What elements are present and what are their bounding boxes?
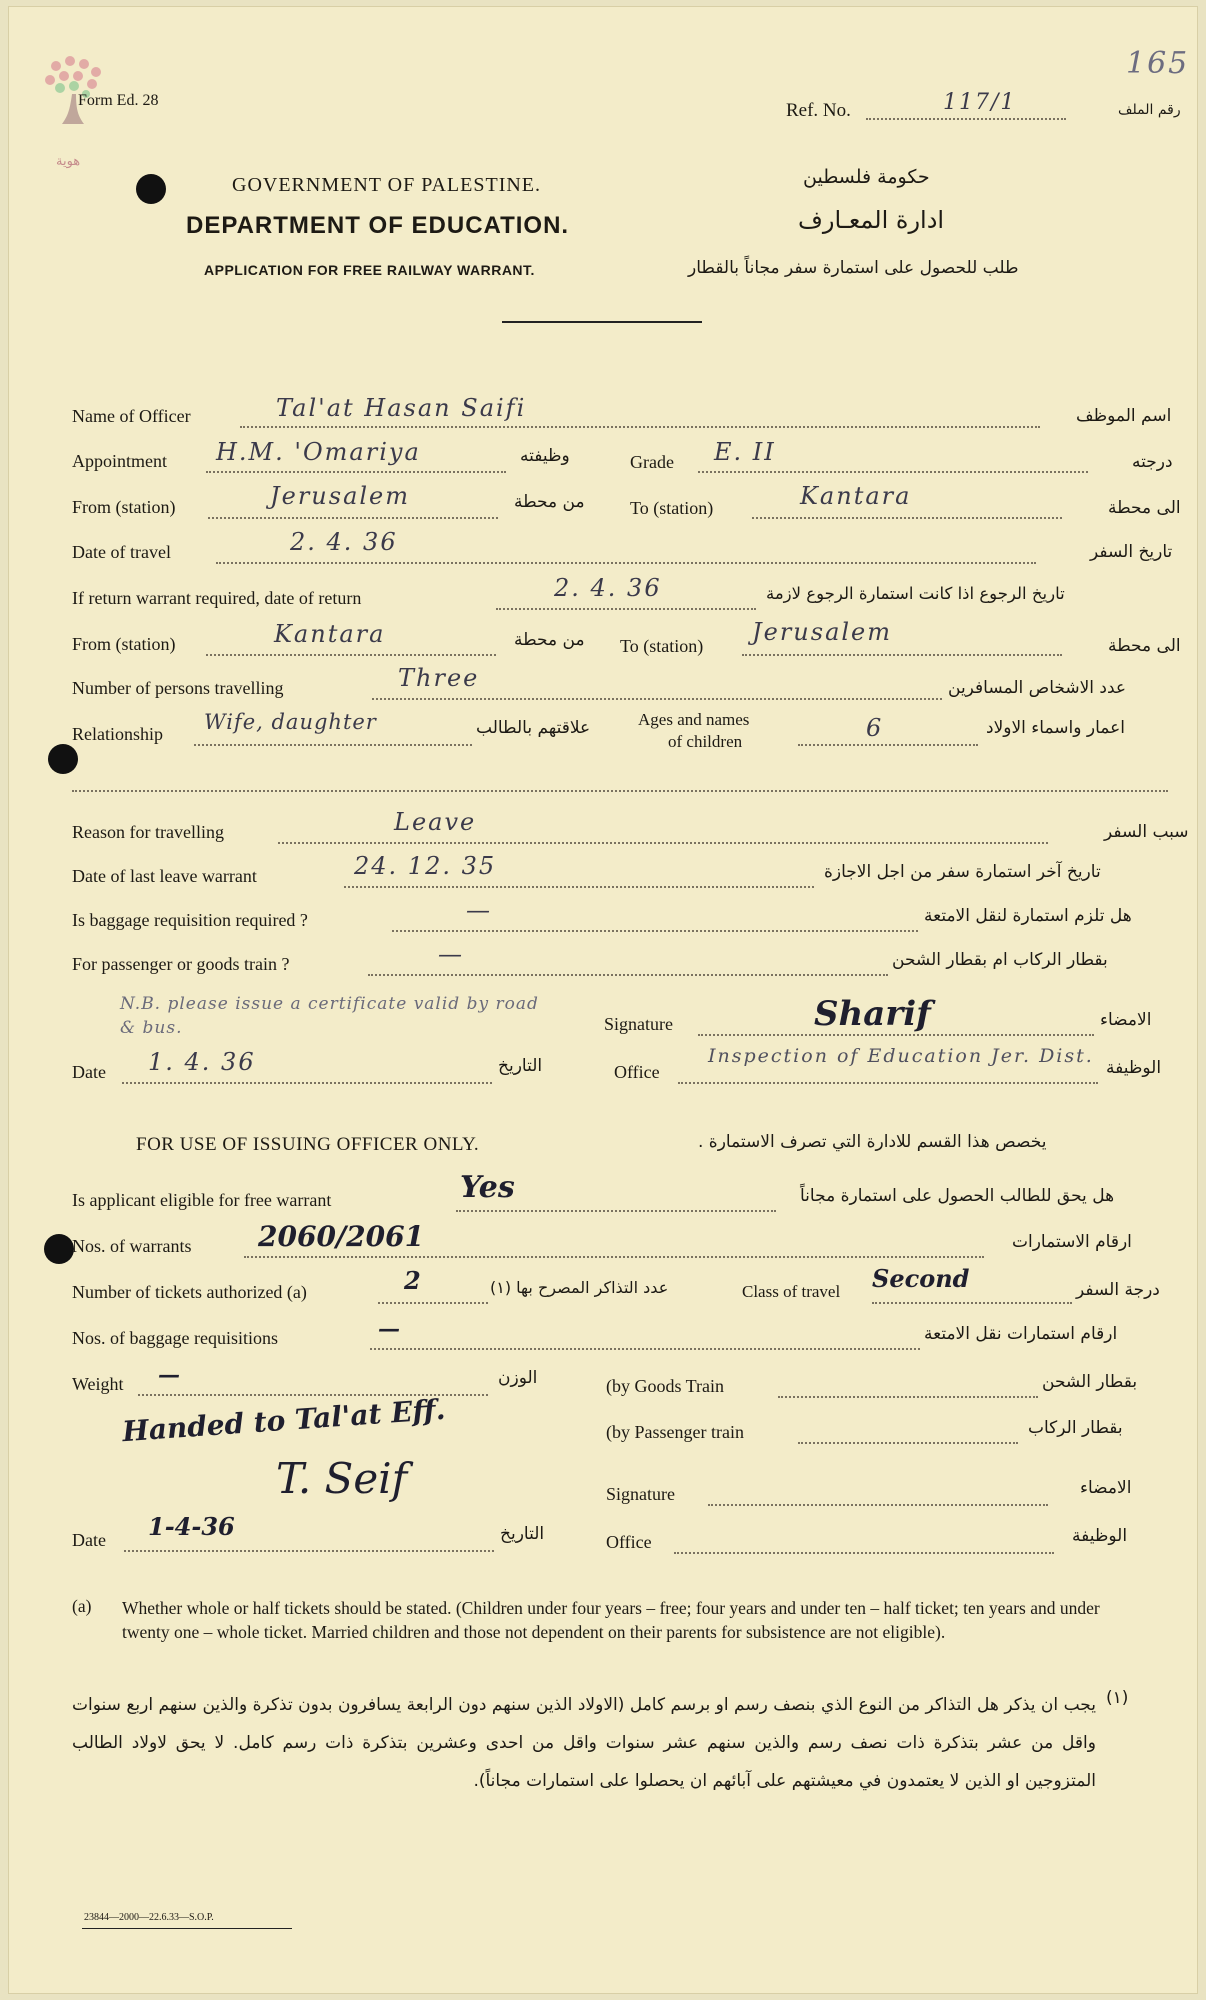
date-value: 1. 4. 36	[148, 1048, 256, 1076]
date-of-travel-label: Date of travel	[72, 542, 171, 562]
train-label: For passenger or goods train ?	[72, 954, 290, 974]
baggage-nos-label: Nos. of baggage requisitions	[72, 1328, 278, 1348]
grade-label-ar: درجته	[1132, 452, 1173, 472]
baggage-dots	[392, 930, 918, 932]
form-number: Form Ed. 28	[78, 92, 159, 109]
appointment-dots	[206, 471, 506, 473]
return-from-dots	[206, 654, 496, 656]
appointment-label-ar: وظيفته	[520, 446, 570, 466]
footnote-english: Whether whole or half tickets should be stated. (Children under four years – free; four years and under ten – half ticket; ten years and under twenty one – whole ticket. Married children and those not dependent on their parents for subsistence are not eligible).	[122, 1598, 1100, 1642]
return-from-value: Kantara	[274, 620, 386, 648]
signature-value: Sharif	[814, 994, 931, 1034]
passenger-train-label-ar: بقطار الركاب	[1028, 1418, 1123, 1438]
name-label-ar: اسم الموظف	[1076, 406, 1172, 426]
return-to-dots	[742, 654, 1062, 656]
printer-rule	[82, 1928, 292, 1929]
baggage-label: Is baggage requisition required ?	[72, 910, 308, 930]
goods-train-label: (by Goods Train	[606, 1376, 725, 1396]
appointment-value: H.M. 'Omariya	[216, 438, 421, 466]
persons-label-ar: عدد الاشخاص المسافرين	[948, 678, 1127, 698]
date-dots	[122, 1082, 492, 1084]
goods-train-dots	[778, 1396, 1038, 1398]
name-dots	[240, 426, 1040, 428]
issuing-date-label-ar: التاريخ	[500, 1524, 545, 1544]
grade-dots	[698, 471, 1088, 473]
office-value: Inspection of Education Jer. Dist.	[708, 1045, 1094, 1067]
issuing-date-value: 1-4-36	[148, 1512, 235, 1541]
reason-label: Reason for travelling	[72, 822, 224, 842]
ref-value: 117/1	[943, 90, 1017, 115]
eligible-label: Is applicant eligible for free warrant	[72, 1190, 332, 1210]
issuing-signature-label-ar: الامضاء	[1080, 1478, 1132, 1498]
return-date-value: 2. 4. 36	[554, 574, 662, 602]
from-station-label-ar: من محطة	[514, 492, 585, 512]
ref-label-ar: رقم الملف	[1118, 102, 1181, 118]
warrants-label-ar: ارقام الاستمارات	[1012, 1232, 1132, 1252]
train-value: —	[438, 940, 464, 968]
issuing-date-label: Date	[72, 1530, 106, 1550]
tickets-label-ar: عدد التذاكر المصرح بها (١)	[490, 1278, 669, 1297]
persons-label: Number of persons travelling	[72, 678, 284, 698]
class-label-ar: درجة السفر	[1076, 1280, 1160, 1300]
government-title: GOVERNMENT OF PALESTINE.	[232, 174, 542, 196]
goods-train-label-ar: بقطار الشحن	[1042, 1372, 1138, 1392]
tickets-dots	[378, 1302, 488, 1304]
date-of-travel-label-ar: تاريخ السفر	[1090, 542, 1173, 562]
children-label-1: Ages and names	[638, 710, 750, 729]
issuing-signature-dots	[708, 1504, 1048, 1506]
issuing-office-dots	[674, 1552, 1054, 1554]
last-leave-label-ar: تاريخ آخر استمارة سفر من اجل الاجازة	[824, 862, 1101, 882]
last-leave-dots	[344, 886, 814, 888]
eligible-dots	[456, 1210, 776, 1212]
persons-dots	[372, 698, 942, 700]
date-of-travel-dots	[216, 562, 1036, 564]
return-date-label: If return warrant required, date of return	[72, 588, 362, 608]
department-title-ar: ادارة المعـارف	[798, 206, 945, 234]
date-of-travel-value: 2. 4. 36	[290, 528, 398, 556]
name-label: Name of Officer	[72, 406, 191, 426]
footnote-marker-ar: (١)	[1106, 1688, 1129, 1708]
persons-value: Three	[398, 664, 480, 692]
warrants-label: Nos. of warrants	[72, 1236, 192, 1256]
return-to-label: To (station)	[620, 636, 704, 656]
form-sheet	[8, 6, 1198, 1994]
return-date-dots	[496, 608, 756, 610]
last-leave-value: 24. 12. 35	[354, 852, 497, 880]
punch-hole-middle	[48, 744, 78, 774]
warrants-dots	[244, 1256, 984, 1258]
return-from-label-ar: من محطة	[514, 630, 585, 650]
printer-imprint: 23844—2000—22.6.33—S.O.P.	[84, 1912, 214, 1923]
eligible-value: Yes	[460, 1170, 515, 1205]
name-value: Tal'at Hasan Saifi	[276, 394, 527, 422]
reason-label-ar: سبب السفر	[1104, 822, 1189, 842]
grade-label: Grade	[630, 452, 674, 472]
class-value: Second	[872, 1264, 970, 1293]
to-station-value: Kantara	[800, 482, 912, 510]
relationship-label: Relationship	[72, 724, 163, 744]
from-station-label: From (station)	[72, 497, 176, 517]
warrants-value: 2060/2061	[258, 1220, 425, 1253]
return-date-label-ar: تاريخ الرجوع اذا كانت استمارة الرجوع لازمة	[766, 584, 1065, 603]
signature-label: Signature	[604, 1014, 673, 1034]
baggage-nos-dots	[370, 1348, 920, 1350]
issuing-date-dots	[124, 1550, 494, 1552]
from-station-dots	[208, 517, 498, 519]
children-dots	[798, 744, 978, 746]
train-dots	[368, 974, 888, 976]
weight-label: Weight	[72, 1374, 124, 1394]
children-extra-line	[72, 790, 1168, 792]
application-title-ar: طلب للحصول على استمارة سفر مجاناً بالقطار	[688, 258, 1019, 278]
train-label-ar: بقطار الركاب ام بقطار الشحن	[892, 950, 1108, 970]
issuing-initials: T. Seif	[276, 1454, 408, 1503]
nb-handwritten-note: N.B. please issue a certificate valid by road & bus.	[120, 994, 539, 1038]
return-from-label: From (station)	[72, 634, 176, 654]
ref-label: Ref. No.	[786, 100, 851, 121]
issuing-office-label-ar: الوظيفة	[1072, 1526, 1128, 1546]
appointment-label: Appointment	[72, 451, 167, 471]
children-value: 6	[866, 714, 884, 742]
issuing-heading: FOR USE OF ISSUING OFFICER ONLY.	[136, 1134, 480, 1155]
date-label: Date	[72, 1062, 106, 1082]
relationship-label-ar: علاقتهم بالطالب	[476, 718, 591, 738]
reason-dots	[278, 842, 1048, 844]
watermark-text: هوية	[56, 154, 81, 169]
footnote-marker: (a)	[72, 1596, 92, 1616]
title-rule	[502, 321, 702, 323]
grade-value: E. II	[714, 438, 776, 466]
baggage-label-ar: هل تلزم استمارة لنقل الامتعة	[924, 906, 1132, 926]
last-leave-label: Date of last leave warrant	[72, 866, 257, 886]
reason-value: Leave	[394, 808, 477, 836]
return-to-value: Jerusalem	[752, 618, 893, 646]
signature-dots	[698, 1034, 1094, 1036]
issuing-heading-ar: يخصص هذا القسم للادارة التي تصرف الاستمارة .	[698, 1132, 1047, 1152]
weight-label-ar: الوزن	[498, 1368, 538, 1388]
department-title: DEPARTMENT OF EDUCATION.	[186, 212, 570, 239]
issuing-office-label: Office	[606, 1532, 652, 1552]
footnote-arabic: يجب ان يذكر هل التذاكر من النوع الذي بنصف رسم او برسم كامل (الاولاد الذين سنهم دون الرابعة يسافرون بدون تذكرة والذين سنهم اربع سنوات واقل من عشر بتذكرة ذات نصف رسم والذين سنهم عشر سنوات واقل من احدى وعشرين بتذكرة ذات رسم كامل. لا يحق لاولاد الطالب المتزوجين او الذين لا يعتمدون في معيشتهم على آبائهم ان يحصلوا على استمارات مجاناً).	[72, 1695, 1096, 1791]
government-title-ar: حكومة فلسطين	[803, 166, 930, 188]
baggage-nos-label-ar: ارقام استمارات نقل الامتعة	[924, 1324, 1118, 1344]
baggage-nos-value: —	[378, 1316, 400, 1342]
to-station-label-ar: الى محطة	[1108, 498, 1181, 518]
punch-hole-bottom	[44, 1234, 74, 1264]
to-station-label: To (station)	[630, 498, 714, 518]
return-to-label-ar: الى محطة	[1108, 636, 1181, 656]
date-label-ar: التاريخ	[498, 1056, 543, 1076]
ref-dots	[866, 118, 1066, 120]
office-label-ar: الوظيفة	[1106, 1058, 1162, 1078]
children-label-ar: اعمار واسماء الاولاد	[986, 718, 1125, 738]
from-station-value: Jerusalem	[270, 482, 411, 510]
relationship-value: Wife, daughter	[204, 710, 377, 734]
children-label-2: of children	[668, 732, 743, 751]
class-dots	[872, 1302, 1072, 1304]
punch-hole-top	[136, 174, 166, 204]
baggage-value: —	[466, 896, 492, 924]
tickets-label: Number of tickets authorized (a)	[72, 1282, 307, 1302]
relationship-dots	[194, 744, 472, 746]
page-number: 165	[1126, 46, 1190, 81]
tickets-value: 2	[404, 1266, 421, 1295]
office-dots	[678, 1082, 1098, 1084]
issuing-signature-label: Signature	[606, 1484, 675, 1504]
application-title: APPLICATION FOR FREE RAILWAY WARRANT.	[204, 262, 535, 278]
office-label: Office	[614, 1062, 660, 1082]
passenger-train-label: (by Passenger train	[606, 1422, 744, 1442]
signature-label-ar: الامضاء	[1100, 1010, 1152, 1030]
passenger-train-dots	[798, 1442, 1018, 1444]
class-label: Class of travel	[742, 1282, 841, 1301]
handed-note: Handed to Tal'at Eff.	[121, 1392, 447, 1449]
to-station-dots	[752, 517, 1062, 519]
eligible-label-ar: هل يحق للطالب الحصول على استمارة مجاناً	[800, 1186, 1115, 1206]
weight-value: —	[158, 1362, 180, 1388]
